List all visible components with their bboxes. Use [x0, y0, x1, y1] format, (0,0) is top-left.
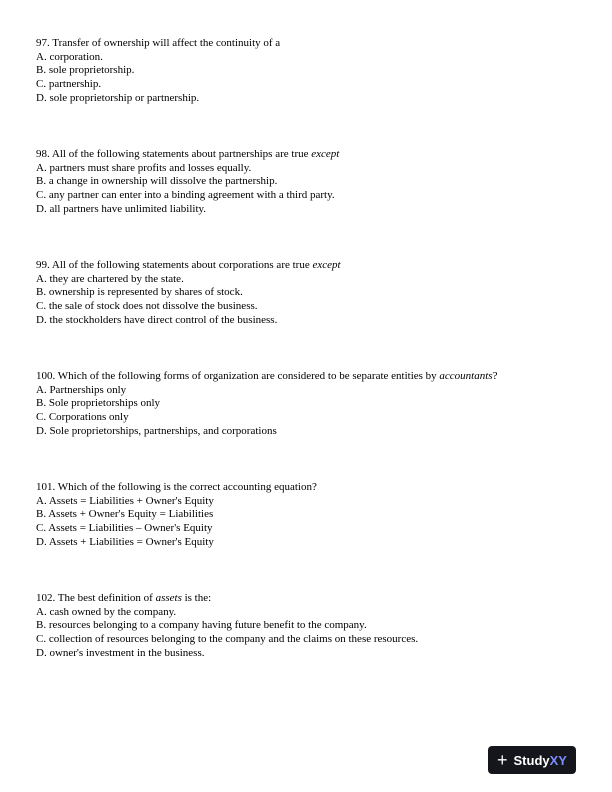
option-c: C. any partner can enter into a binding agreement with a third party.: [36, 189, 335, 202]
option-a: A. Assets = Liabilities + Owner's Equity: [36, 494, 214, 507]
option-c: C. partnership.: [36, 78, 102, 91]
option-c: C. Corporations only: [36, 411, 129, 424]
option-a: A. Partnerships only: [36, 383, 127, 396]
option-b: B. a change in ownership will dissolve the partnership.: [36, 175, 278, 188]
brand-name-main: Study: [513, 752, 550, 768]
option-a: A. partners must share profits and losses equally.: [36, 161, 252, 174]
question-98: [36, 148, 576, 217]
option-b: B. Sole proprietorships only: [36, 397, 161, 410]
option-d: D. sole proprietorship or partnership.: [36, 91, 200, 104]
brand-name-accent: XY: [549, 752, 567, 768]
option-c: C. Assets = Liabilities – Owner's Equity: [36, 522, 213, 535]
option-b: B. ownership is represented by shares of stock.: [36, 286, 243, 299]
option-c: C. the sale of stock does not dissolve the business.: [36, 300, 258, 313]
question-stem: 98. All of the following statements about partnerships are true except: [36, 148, 340, 160]
option-b: B. Assets + Owner's Equity = Liabilities: [36, 508, 214, 521]
question-97: [36, 37, 576, 106]
option-d: D. all partners have unlimited liability.: [36, 202, 207, 215]
option-a: A. cash owned by the company.: [36, 605, 177, 618]
option-a: A. they are chartered by the state.: [36, 272, 184, 285]
option-b: B. sole proprietorship.: [36, 64, 135, 77]
question-stem: 102. The best definition of assets is the:: [36, 592, 212, 604]
option-d: D. owner's investment in the business.: [36, 646, 205, 659]
plus-icon: +: [497, 750, 508, 770]
question-stem: 100. Which of the following forms of organization are considered to be separate entities by accountants?: [36, 370, 498, 382]
question-stem: 97. Transfer of ownership will affect the continuity of a: [36, 37, 281, 49]
option-d: D. Sole proprietorships, partnerships, and corporations: [36, 424, 277, 437]
question-100: [36, 370, 576, 439]
question-102: [36, 592, 576, 661]
studyxy-logo-badge: [488, 746, 576, 774]
option-b: B. resources belonging to a company having future benefit to the company.: [36, 619, 367, 632]
option-d: D. Assets + Liabilities = Owner's Equity: [36, 535, 214, 548]
question-stem: 101. Which of the following is the correct accounting equation?: [36, 481, 317, 493]
question-101: [36, 481, 576, 550]
option-d: D. the stockholders have direct control of the business.: [36, 313, 278, 326]
option-c: C. collection of resources belonging to the company and the claims on these resources.: [36, 633, 419, 646]
question-stem: 99. All of the following statements about corporations are true except: [36, 259, 341, 271]
option-a: A. corporation.: [36, 50, 103, 63]
question-99: [36, 259, 576, 328]
